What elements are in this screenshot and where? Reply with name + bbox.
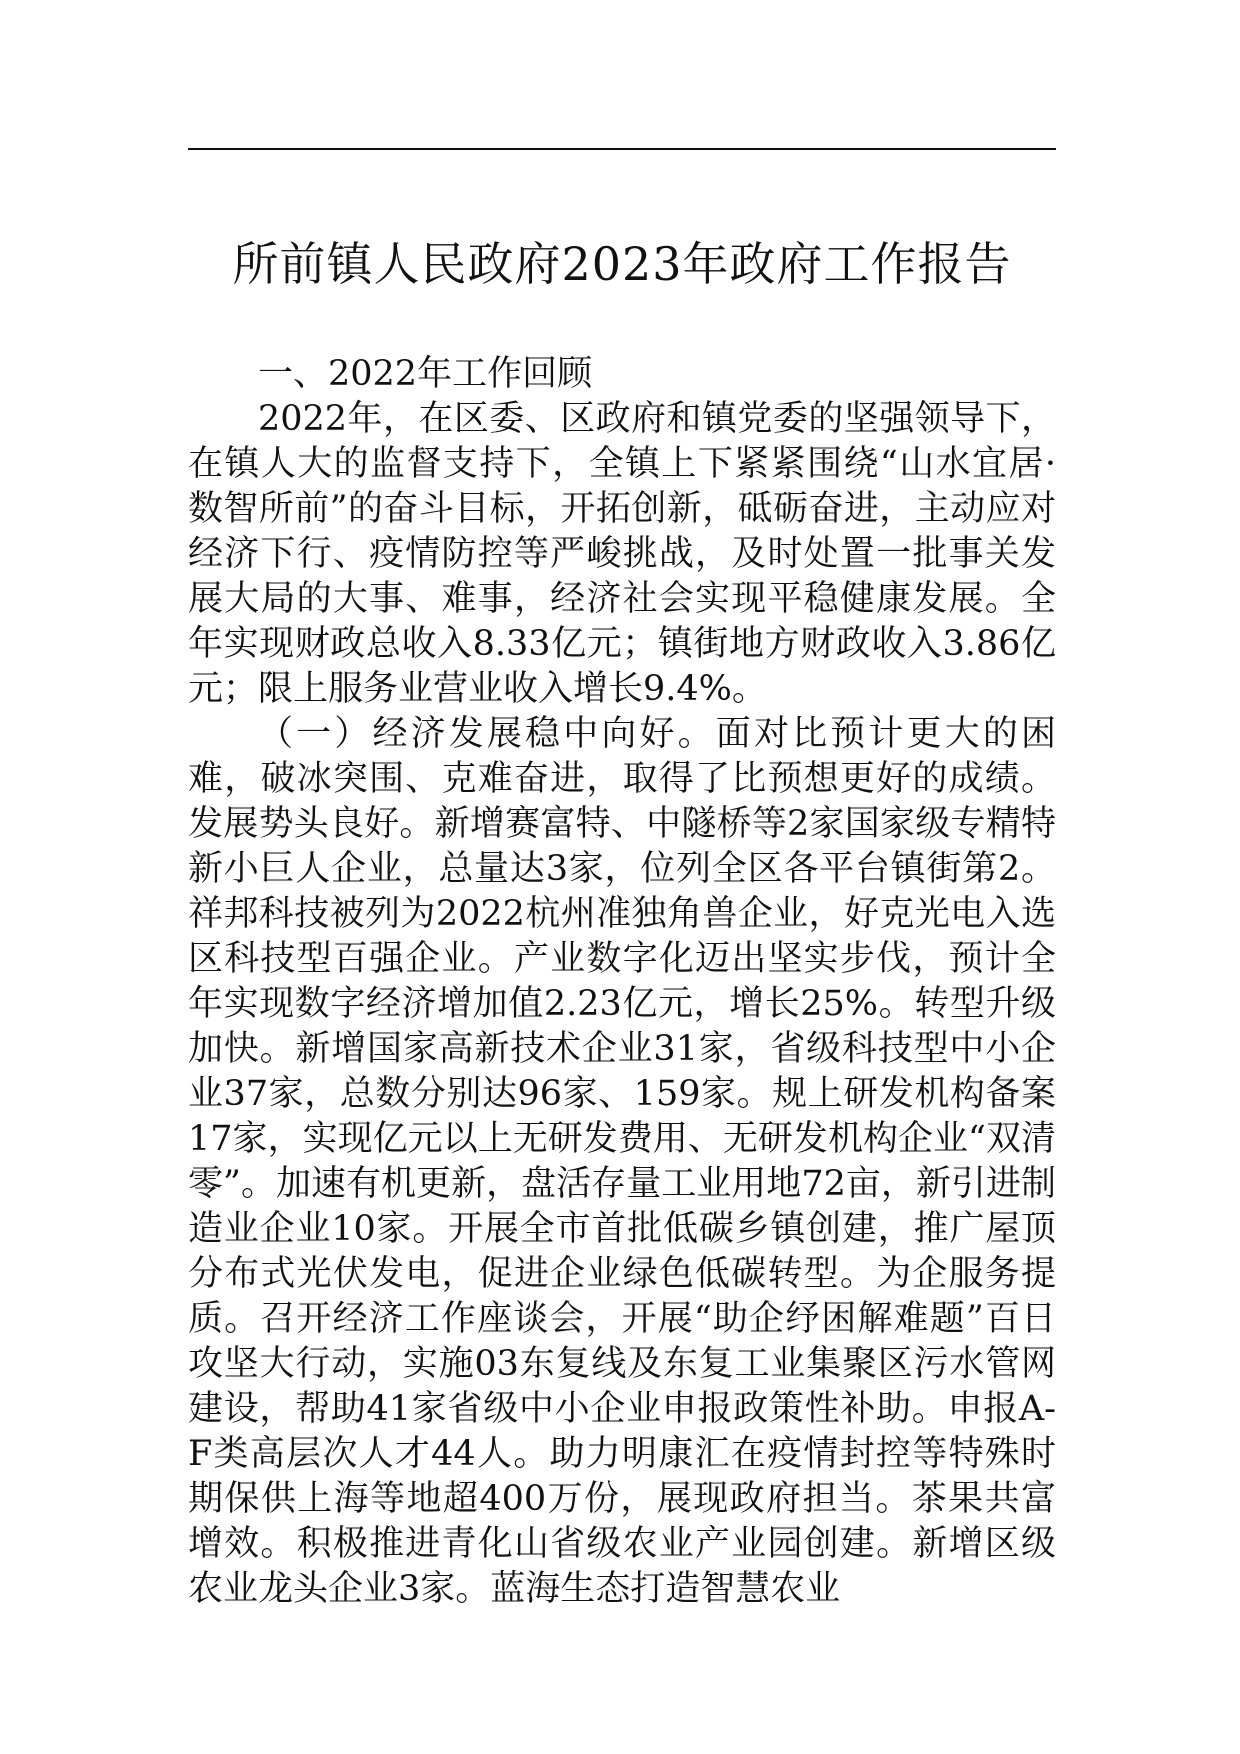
paragraph-overview: 2022年，在区委、区政府和镇党委的坚强领导下，在镇人大的监督支持下，全镇上下紧紧围绕“山水宜居·数智所前”的奋斗目标，开拓创新，砥砺奋进，主动应对经济下行、疫情防控等严峻挑战，及时处置一批事关发展大局的大事、难事，经济社会实现平稳健康发展。全年实现财政总收入8.33亿元；镇街地方财政收入3.86亿元；限上服务业营业收入增长9.4%。 bbox=[188, 399, 1056, 709]
document-body bbox=[188, 352, 1056, 1612]
document-title: 所前镇人民政府2023年政府工作报告 bbox=[232, 237, 1012, 291]
section-heading: 一、2022年工作回顾 bbox=[258, 354, 593, 394]
paragraph-economy: （一）经济发展稳中向好。面对比预计更大的困难，破冰突围、克难奋进，取得了比预想更好的成绩。发展势头良好。新增赛富特、中隧桥等2家国家级专精特新小巨人企业，总量达3家，位列全区各平台镇街第2。祥邦科技被列为2022杭州准独角兽企业，好克光电入选区科技型百强企业。产业数字化迈出坚实步伐，预计全年实现数字经济增加值2.23亿元，增长25%。转型升级加快。新增国家高新技术企业31家，省级科技型中小企业37家，总数分别达96家、159家。规上研发机构备案17家，实现亿元以上无研发费用、无研发机构企业“双清零”。加速有机更新，盘活存量工业用地72亩，新引进制造业企业10家。开展全市首批低碳乡镇创建，推广屋顶分布式光伏发电，促进企业绿色低碳转型。为企服务提质。召开经济工作座谈会，开展“助企纾困解难题”百日攻坚大行动，实施03东复线及东复工业集聚区污水管网建设，帮助41家省级中小企业申报政策性补助。申报A-F类高层次人才44人。助力明康汇在疫情封控等特殊时期保供上海等地超400万份，展现政府担当。茶果共富增效。积极推进青化山省级农业产业园创建。新增区级农业龙头企业3家。蓝海生态打造智慧农业 bbox=[188, 714, 1056, 1609]
header-rule bbox=[188, 148, 1056, 150]
